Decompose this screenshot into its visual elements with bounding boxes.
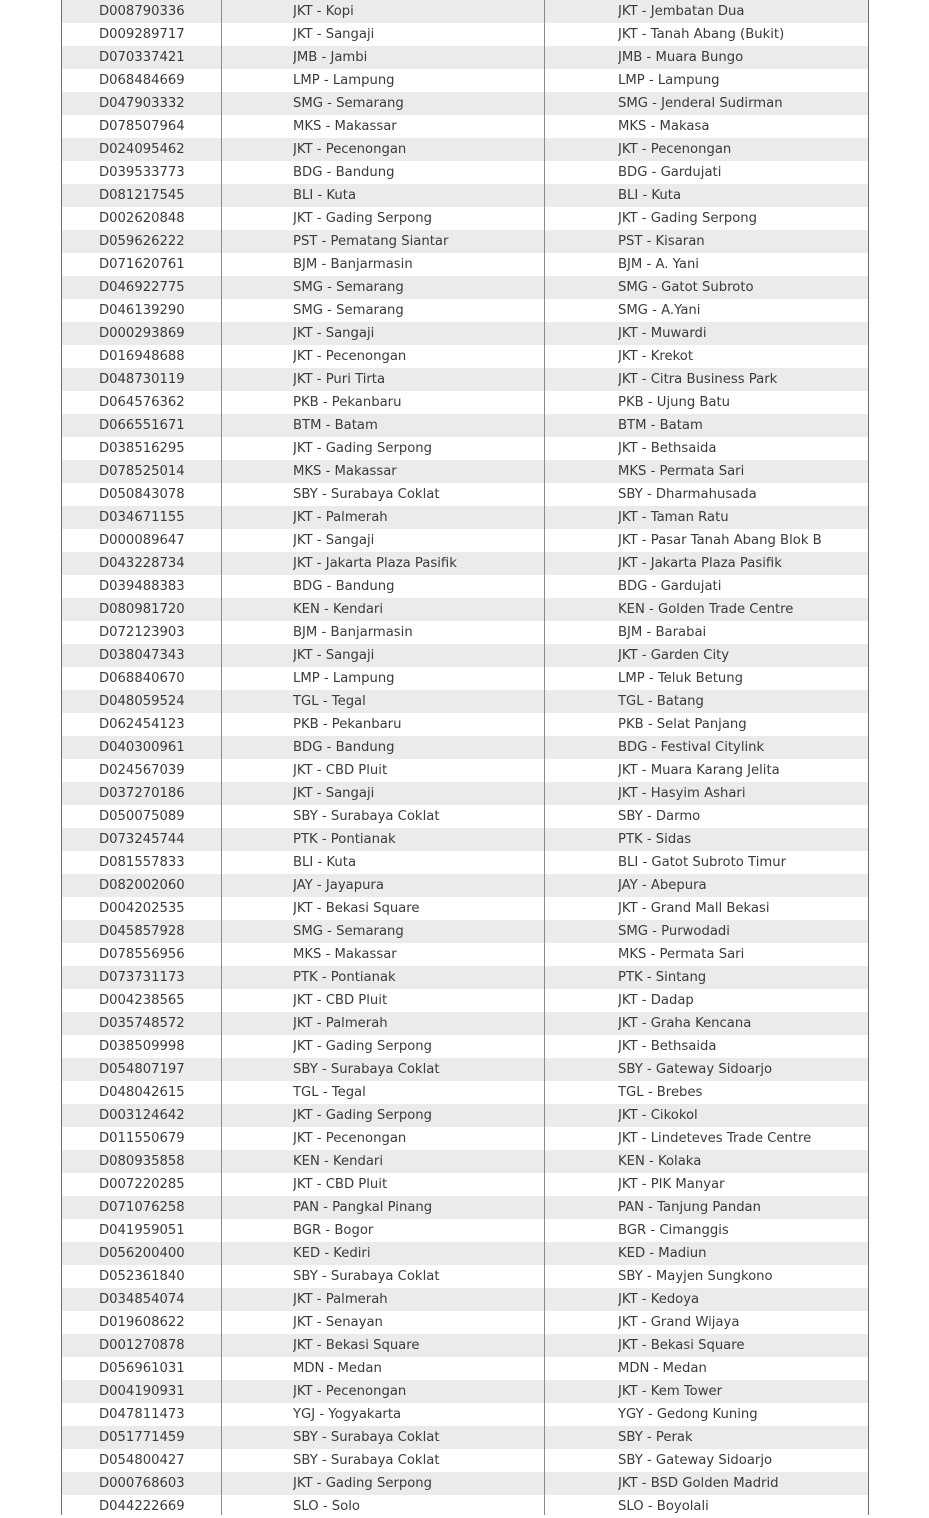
outlet-cell: BLI - Gatot Subroto Timur <box>618 855 786 870</box>
branch-cell: JKT - CBD Pluit <box>293 763 388 778</box>
branch-cell: JKT - Gading Serpong <box>293 1108 433 1123</box>
branch-cell: JKT - CBD Pluit <box>293 1177 388 1192</box>
outlet-cell: LMP - Teluk Betung <box>618 671 744 686</box>
id-cell: D001270878 <box>99 1338 185 1353</box>
branch-cell: TGL - Tegal <box>293 694 366 709</box>
outlet-cell: JKT - Tanah Abang (Bukit) <box>618 27 785 42</box>
id-cell: D000768603 <box>99 1476 185 1491</box>
branch-cell: JKT - Palmerah <box>293 510 388 525</box>
table-row <box>62 1150 868 1173</box>
table-row <box>62 506 868 529</box>
id-cell: D048042615 <box>99 1085 185 1100</box>
table-row <box>62 828 868 851</box>
outlet-cell: JKT - Grand Mall Bekasi <box>618 901 770 916</box>
branch-cell: BJM - Banjarmasin <box>293 625 413 640</box>
outlet-cell: SMG - Gatot Subroto <box>618 280 754 295</box>
id-cell: D024567039 <box>99 763 185 778</box>
outlet-cell: BDG - Gardujati <box>618 579 722 594</box>
outlet-cell: JKT - Jakarta Plaza Pasifik <box>618 556 782 571</box>
outlet-cell: SMG - A.Yani <box>618 303 701 318</box>
table-row <box>62 1173 868 1196</box>
table-row <box>62 207 868 230</box>
branch-cell: MKS - Makassar <box>293 947 397 962</box>
table-row <box>62 1196 868 1219</box>
table-row <box>62 736 868 759</box>
id-cell: D071076258 <box>99 1200 185 1215</box>
branch-cell: JKT - Pecenongan <box>293 142 407 157</box>
id-cell: D073245744 <box>99 832 185 847</box>
branch-cell: KED - Kediri <box>293 1246 371 1261</box>
table-body <box>62 0 868 1518</box>
branch-cell: MKS - Makassar <box>293 119 397 134</box>
outlet-cell: JAY - Abepura <box>618 878 707 893</box>
outlet-cell: KED - Madiun <box>618 1246 707 1261</box>
outlet-cell: JKT - PIK Manyar <box>618 1177 725 1192</box>
table-row <box>62 1127 868 1150</box>
outlet-cell: JKT - Bethsaida <box>618 1039 717 1054</box>
table-row <box>62 1058 868 1081</box>
branch-cell: SBY - Surabaya Coklat <box>293 1269 440 1284</box>
branch-cell: JKT - Pecenongan <box>293 1384 407 1399</box>
table-row <box>62 1035 868 1058</box>
branch-cell: SMG - Semarang <box>293 303 404 318</box>
table-row <box>62 1242 868 1265</box>
outlet-cell: JKT - Graha Kencana <box>618 1016 752 1031</box>
id-cell: D050075089 <box>99 809 185 824</box>
id-cell: D066551671 <box>99 418 185 433</box>
id-cell: D050843078 <box>99 487 185 502</box>
outlet-cell: BLI - Kuta <box>618 188 682 203</box>
table-row <box>62 1265 868 1288</box>
outlet-cell: TGL - Batang <box>618 694 704 709</box>
id-cell: D035748572 <box>99 1016 185 1031</box>
table-row <box>62 621 868 644</box>
branch-cell: JKT - Pecenongan <box>293 1131 407 1146</box>
outlet-cell: JKT - Grand Wijaya <box>618 1315 740 1330</box>
branch-cell: KEN - Kendari <box>293 602 383 617</box>
id-cell: D016948688 <box>99 349 185 364</box>
outlet-cell: JKT - Hasyim Ashari <box>618 786 746 801</box>
branch-cell: BJM - Banjarmasin <box>293 257 413 272</box>
id-cell: D078525014 <box>99 464 185 479</box>
branch-cell: SMG - Semarang <box>293 280 404 295</box>
outlet-cell: SBY - Perak <box>618 1430 693 1445</box>
table-row <box>62 1288 868 1311</box>
table-row <box>62 897 868 920</box>
id-cell: D004202535 <box>99 901 185 916</box>
table-row <box>62 529 868 552</box>
outlet-cell: JKT - Kedoya <box>618 1292 700 1307</box>
table-row <box>62 1380 868 1403</box>
table-row <box>62 1357 868 1380</box>
table-row <box>62 322 868 345</box>
id-cell: D080981720 <box>99 602 185 617</box>
outlet-cell: YGY - Gedong Kuning <box>618 1407 758 1422</box>
id-cell: D072123903 <box>99 625 185 640</box>
branch-cell: PST - Pematang Siantar <box>293 234 449 249</box>
outlet-cell: BDG - Gardujati <box>618 165 722 180</box>
id-cell: D070337421 <box>99 50 185 65</box>
table-row <box>62 989 868 1012</box>
id-cell: D081557833 <box>99 855 185 870</box>
id-cell: D002620848 <box>99 211 185 226</box>
outlet-cell: PKB - Selat Panjang <box>618 717 747 732</box>
id-cell: D000089647 <box>99 533 185 548</box>
outlet-cell: PKB - Ujung Batu <box>618 395 731 410</box>
table-row <box>62 759 868 782</box>
outlet-cell: SBY - Gateway Sidoarjo <box>618 1062 773 1077</box>
branch-cell: JKT - Sangaji <box>293 326 375 341</box>
outlet-cell: PTK - Sidas <box>618 832 692 847</box>
outlet-cell: JKT - Bekasi Square <box>618 1338 745 1353</box>
outlet-cell: JKT - Garden City <box>618 648 730 663</box>
id-cell: D048730119 <box>99 372 185 387</box>
table-row <box>62 1426 868 1449</box>
id-cell: D044222669 <box>99 1499 185 1514</box>
id-cell: D009289717 <box>99 27 185 42</box>
branch-cell: SBY - Surabaya Coklat <box>293 1430 440 1445</box>
branch-cell: JKT - Gading Serpong <box>293 1039 433 1054</box>
table-row <box>62 437 868 460</box>
table-row <box>62 23 868 46</box>
outlet-cell: BJM - Barabai <box>618 625 707 640</box>
branch-cell: BTM - Batam <box>293 418 378 433</box>
branch-cell: TGL - Tegal <box>293 1085 366 1100</box>
table-row <box>62 1081 868 1104</box>
table-row <box>62 414 868 437</box>
table-row <box>62 92 868 115</box>
table-row <box>62 391 868 414</box>
id-cell: D024095462 <box>99 142 185 157</box>
table-row <box>62 161 868 184</box>
table-row <box>62 0 868 23</box>
table-row <box>62 483 868 506</box>
id-cell: D043228734 <box>99 556 185 571</box>
outlet-cell: JKT - Dadap <box>618 993 694 1008</box>
outlet-cell: SBY - Dharmahusada <box>618 487 757 502</box>
branch-cell: JKT - Gading Serpong <box>293 1476 433 1491</box>
outlet-cell: MDN - Medan <box>618 1361 707 1376</box>
outlet-cell: JKT - Pecenongan <box>618 142 732 157</box>
branch-cell: YGJ - Yogyakarta <box>293 1407 402 1422</box>
table-row <box>62 713 868 736</box>
outlet-cell: JKT - BSD Golden Madrid <box>618 1476 779 1491</box>
outlet-cell: PAN - Tanjung Pandan <box>618 1200 761 1215</box>
outlet-cell: MKS - Permata Sari <box>618 464 745 479</box>
id-cell: D051771459 <box>99 1430 185 1445</box>
outlet-cell: JKT - Muara Karang Jelita <box>618 763 780 778</box>
branch-cell: SLO - Solo <box>293 1499 360 1514</box>
id-cell: D056200400 <box>99 1246 185 1261</box>
branch-cell: JKT - Sangaji <box>293 648 375 663</box>
branch-cell: PTK - Pontianak <box>293 970 396 985</box>
table-row <box>62 69 868 92</box>
data-table <box>61 0 869 1515</box>
branch-cell: JKT - Senayan <box>293 1315 383 1330</box>
id-cell: D038516295 <box>99 441 185 456</box>
id-cell: D059626222 <box>99 234 185 249</box>
outlet-cell: SMG - Jenderal Sudirman <box>618 96 783 111</box>
branch-cell: SBY - Surabaya Coklat <box>293 809 440 824</box>
id-cell: D037270186 <box>99 786 185 801</box>
outlet-cell: JKT - Bethsaida <box>618 441 717 456</box>
id-cell: D019608622 <box>99 1315 185 1330</box>
id-cell: D080935858 <box>99 1154 185 1169</box>
branch-cell: MDN - Medan <box>293 1361 382 1376</box>
table-row <box>62 299 868 322</box>
branch-cell: BLI - Kuta <box>293 188 357 203</box>
id-cell: D054807197 <box>99 1062 185 1077</box>
branch-cell: JKT - Palmerah <box>293 1016 388 1031</box>
branch-cell: PAN - Pangkal Pinang <box>293 1200 433 1215</box>
table-row <box>62 1403 868 1426</box>
branch-cell: JKT - Sangaji <box>293 533 375 548</box>
outlet-cell: LMP - Lampung <box>618 73 720 88</box>
branch-cell: JKT - Gading Serpong <box>293 211 433 226</box>
table-row <box>62 1012 868 1035</box>
table-row <box>62 920 868 943</box>
id-cell: D054800427 <box>99 1453 185 1468</box>
table-row <box>62 782 868 805</box>
outlet-cell: KEN - Kolaka <box>618 1154 702 1169</box>
branch-cell: JKT - Sangaji <box>293 27 375 42</box>
table-row <box>62 138 868 161</box>
outlet-cell: JKT - Taman Ratu <box>618 510 729 525</box>
id-cell: D038509998 <box>99 1039 185 1054</box>
branch-cell: JKT - CBD Pluit <box>293 993 388 1008</box>
table-row <box>62 1334 868 1357</box>
table-row <box>62 115 868 138</box>
table-row <box>62 230 868 253</box>
table-row <box>62 874 868 897</box>
id-cell: D078507964 <box>99 119 185 134</box>
id-cell: D073731173 <box>99 970 185 985</box>
outlet-cell: BJM - A. Yani <box>618 257 699 272</box>
branch-cell: MKS - Makassar <box>293 464 397 479</box>
table-row <box>62 667 868 690</box>
id-cell: D078556956 <box>99 947 185 962</box>
branch-cell: JKT - Jakarta Plaza Pasifik <box>293 556 457 571</box>
branch-cell: SBY - Surabaya Coklat <box>293 1062 440 1077</box>
id-cell: D040300961 <box>99 740 185 755</box>
outlet-cell: SMG - Purwodadi <box>618 924 730 939</box>
branch-cell: PKB - Pekanbaru <box>293 717 402 732</box>
table-row <box>62 966 868 989</box>
table-row <box>62 644 868 667</box>
table-row <box>62 1104 868 1127</box>
id-cell: D071620761 <box>99 257 185 272</box>
id-cell: D039488383 <box>99 579 185 594</box>
branch-cell: PTK - Pontianak <box>293 832 396 847</box>
outlet-cell: BDG - Festival Citylink <box>618 740 765 755</box>
table-row <box>62 1219 868 1242</box>
outlet-cell: BGR - Cimanggis <box>618 1223 729 1238</box>
id-cell: D047811473 <box>99 1407 185 1422</box>
id-cell: D064576362 <box>99 395 185 410</box>
branch-cell: SMG - Semarang <box>293 924 404 939</box>
id-cell: D008790336 <box>99 4 185 19</box>
id-cell: D046922775 <box>99 280 185 295</box>
outlet-cell: BTM - Batam <box>618 418 703 433</box>
id-cell: D045857928 <box>99 924 185 939</box>
id-cell: D007220285 <box>99 1177 185 1192</box>
id-cell: D004190931 <box>99 1384 185 1399</box>
branch-cell: BLI - Kuta <box>293 855 357 870</box>
table-row <box>62 1311 868 1334</box>
table-row <box>62 943 868 966</box>
outlet-cell: JKT - Krekot <box>618 349 694 364</box>
id-cell: D004238565 <box>99 993 185 1008</box>
table-row <box>62 598 868 621</box>
id-cell: D068840670 <box>99 671 185 686</box>
branch-cell: JKT - Kopi <box>293 4 354 19</box>
table-row <box>62 253 868 276</box>
id-cell: D041959051 <box>99 1223 185 1238</box>
branch-cell: SBY - Surabaya Coklat <box>293 487 440 502</box>
table-row <box>62 690 868 713</box>
outlet-cell: PTK - Sintang <box>618 970 707 985</box>
table-row <box>62 460 868 483</box>
id-cell: D047903332 <box>99 96 185 111</box>
table-row <box>62 368 868 391</box>
branch-cell: PKB - Pekanbaru <box>293 395 402 410</box>
branch-cell: JMB - Jambi <box>293 50 368 65</box>
table-row <box>62 345 868 368</box>
branch-cell: JKT - Sangaji <box>293 786 375 801</box>
id-cell: D034854074 <box>99 1292 185 1307</box>
branch-cell: BDG - Bandung <box>293 740 395 755</box>
outlet-cell: SBY - Gateway Sidoarjo <box>618 1453 773 1468</box>
id-cell: D062454123 <box>99 717 185 732</box>
outlet-cell: TGL - Brebes <box>618 1085 703 1100</box>
id-cell: D048059524 <box>99 694 185 709</box>
id-cell: D052361840 <box>99 1269 185 1284</box>
outlet-cell: SBY - Mayjen Sungkono <box>618 1269 773 1284</box>
outlet-cell: JKT - Gading Serpong <box>618 211 758 226</box>
table-row <box>62 276 868 299</box>
id-cell: D034671155 <box>99 510 185 525</box>
id-cell: D038047343 <box>99 648 185 663</box>
table-row <box>62 1449 868 1472</box>
table-row <box>62 46 868 69</box>
id-cell: D011550679 <box>99 1131 185 1146</box>
branch-cell: BDG - Bandung <box>293 165 395 180</box>
branch-cell: KEN - Kendari <box>293 1154 383 1169</box>
table-row <box>62 1472 868 1495</box>
branch-cell: JKT - Bekasi Square <box>293 901 420 916</box>
outlet-cell: SLO - Boyolali <box>618 1499 709 1514</box>
table-row <box>62 184 868 207</box>
id-cell: D068484669 <box>99 73 185 88</box>
outlet-cell: MKS - Makasa <box>618 119 710 134</box>
outlet-cell: JKT - Muwardi <box>618 326 707 341</box>
outlet-cell: JMB - Muara Bungo <box>618 50 744 65</box>
branch-cell: JKT - Puri Tirta <box>293 372 386 387</box>
branch-cell: LMP - Lampung <box>293 671 395 686</box>
outlet-cell: JKT - Kem Tower <box>618 1384 723 1399</box>
id-cell: D081217545 <box>99 188 185 203</box>
table-row <box>62 552 868 575</box>
branch-cell: BDG - Bandung <box>293 579 395 594</box>
column-divider-2 <box>544 0 545 1515</box>
branch-cell: JAY - Jayapura <box>293 878 384 893</box>
id-cell: D003124642 <box>99 1108 185 1123</box>
table-row <box>62 575 868 598</box>
outlet-cell: JKT - Citra Business Park <box>618 372 778 387</box>
outlet-cell: SBY - Darmo <box>618 809 701 824</box>
column-divider-1 <box>221 0 222 1515</box>
id-cell: D046139290 <box>99 303 185 318</box>
table-row <box>62 851 868 874</box>
branch-cell: JKT - Bekasi Square <box>293 1338 420 1353</box>
branch-cell: BGR - Bogor <box>293 1223 374 1238</box>
id-cell: D082002060 <box>99 878 185 893</box>
branch-cell: JKT - Pecenongan <box>293 349 407 364</box>
id-cell: D000293869 <box>99 326 185 341</box>
outlet-cell: JKT - Lindeteves Trade Centre <box>618 1131 812 1146</box>
branch-cell: SBY - Surabaya Coklat <box>293 1453 440 1468</box>
outlet-cell: KEN - Golden Trade Centre <box>618 602 794 617</box>
outlet-cell: MKS - Permata Sari <box>618 947 745 962</box>
outlet-cell: JKT - Jembatan Dua <box>618 4 745 19</box>
outlet-cell: JKT - Cikokol <box>618 1108 698 1123</box>
table-row <box>62 805 868 828</box>
branch-cell: LMP - Lampung <box>293 73 395 88</box>
id-cell: D056961031 <box>99 1361 185 1376</box>
branch-cell: JKT - Gading Serpong <box>293 441 433 456</box>
id-cell: D039533773 <box>99 165 185 180</box>
branch-cell: JKT - Palmerah <box>293 1292 388 1307</box>
branch-cell: SMG - Semarang <box>293 96 404 111</box>
outlet-cell: JKT - Pasar Tanah Abang Blok B <box>618 533 822 548</box>
outlet-cell: PST - Kisaran <box>618 234 705 249</box>
